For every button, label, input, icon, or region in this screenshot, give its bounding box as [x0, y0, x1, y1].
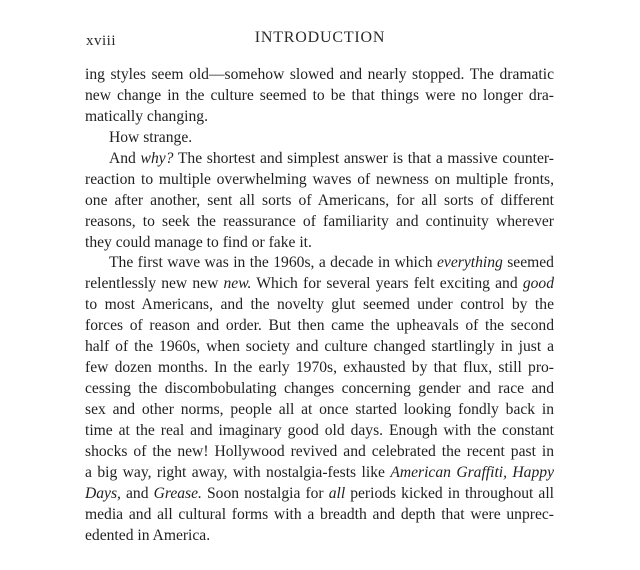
text-segment: media and all cultural forms with a breadth and depth that were unprec-: [85, 505, 554, 523]
text-line: [85, 463, 554, 484]
text-segment: reaction to multiple overwhelming waves of newness on multiple fronts,: [85, 170, 554, 188]
running-head: INTRODUCTION: [254, 29, 386, 46]
text-segment: and: [120, 484, 154, 502]
text-line: [85, 526, 554, 547]
text-line: [85, 400, 554, 421]
text-line: [85, 170, 554, 191]
body-text: [85, 65, 554, 547]
text-segment: And: [109, 149, 141, 167]
text-line: [85, 316, 554, 337]
text-line: [85, 149, 554, 170]
text-segment: relentlessly new new: [85, 275, 224, 293]
text-line: [85, 442, 554, 463]
text-line: [85, 484, 554, 505]
text-segment: shocks of the new! Hollywood revived and celebrated the recent past in: [85, 442, 554, 460]
text-segment: How strange.: [109, 128, 193, 146]
text-line: [85, 379, 554, 400]
italic-text: everything: [436, 254, 503, 272]
text-line: [85, 65, 554, 86]
text-segment: a big way, right away, with nostalgia-fests like: [85, 463, 391, 481]
text-line: [85, 86, 554, 107]
text-segment: ing styles seem old—somehow slowed and nearly stopped. The dramatic: [85, 66, 554, 83]
text-line: [85, 233, 554, 254]
text-line: [85, 337, 554, 358]
text-segment: Which for several years felt exciting and: [251, 275, 523, 293]
text-segment: The first wave was in the 1960s, a decade in which: [109, 254, 437, 272]
text-line: [85, 191, 554, 212]
text-segment: periods kicked in throughout all: [345, 484, 554, 502]
text-segment: new change in the culture seemed to be that things were no longer dra-: [85, 86, 554, 104]
text-segment: half of the 1960s, when society and culture changed startlingly in just a: [85, 338, 554, 356]
text-line: [85, 358, 554, 379]
text-segment: cessing the discombobulating changes concerning gender and race and: [85, 380, 554, 398]
text-segment: Soon nostalgia for: [201, 484, 329, 502]
text-segment: The shortest and simplest answer is that a massive counter-: [173, 149, 554, 167]
italic-text: Days,: [85, 484, 121, 502]
text-line: [85, 107, 554, 128]
text-line: [85, 253, 554, 274]
text-line: [85, 274, 554, 295]
italic-text: American Graffiti, Happy: [390, 463, 554, 481]
text-segment: to most Americans, and the novelty glut seemed under control by the: [85, 296, 554, 314]
text-segment: seemed: [502, 254, 554, 272]
text-segment: time at the real and imaginary good old days. Enough with the constant: [85, 421, 554, 439]
page-header: [0, 29, 640, 53]
page-number: xviii: [86, 33, 117, 49]
italic-text: why?: [140, 149, 174, 167]
text-segment: sex and other norms, people all at once started looking fondly back in: [85, 401, 554, 418]
text-segment: forces of reason and order. But then came the upheavals of the second: [85, 317, 554, 335]
text-segment: few dozen months. In the early 1970s, exhausted by that flux, still pro-: [85, 359, 554, 377]
text-segment: they could manage to find or fake it.: [85, 233, 312, 251]
italic-text: new.: [223, 275, 252, 293]
text-segment: one after another, sent all sorts of Americans, for all sorts of different: [85, 191, 554, 209]
italic-text: Grease.: [153, 484, 202, 502]
text-segment: edented in America.: [85, 526, 211, 544]
text-segment: reasons, to seek the reassurance of familiarity and continuity wherever: [85, 212, 554, 230]
text-segment: matically changing.: [85, 107, 208, 125]
text-line: [85, 295, 554, 316]
italic-text: all: [328, 484, 346, 502]
text-line: [85, 421, 554, 442]
text-line: [85, 505, 554, 526]
text-line: [85, 128, 554, 149]
italic-text: good: [522, 275, 554, 293]
text-line: [85, 212, 554, 233]
